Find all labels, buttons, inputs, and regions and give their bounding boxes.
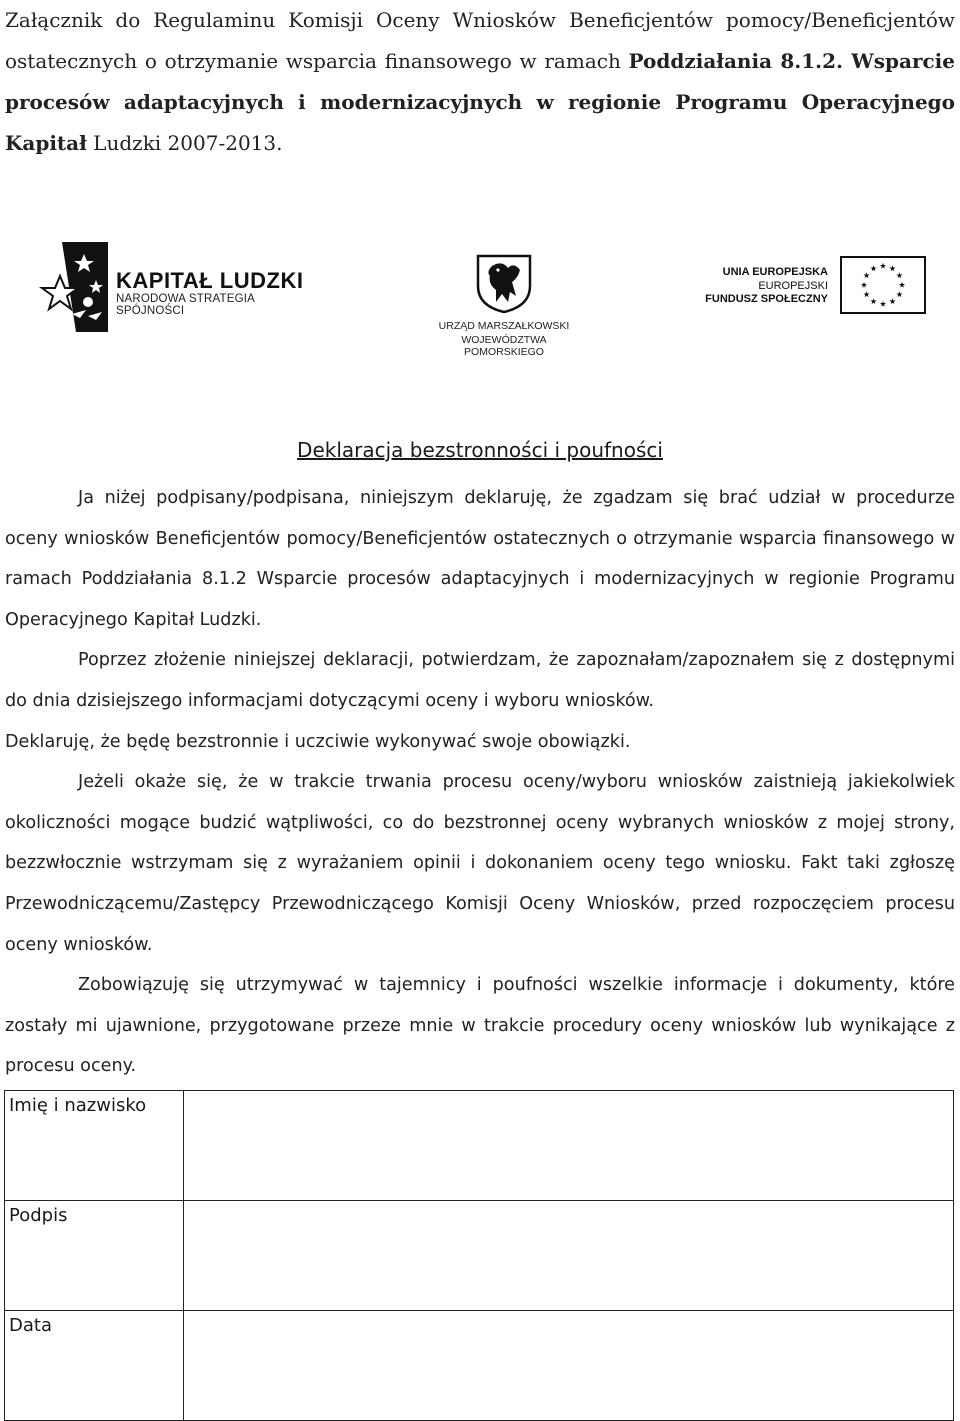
header-part1: Załącznik do Regulaminu Komisji Oceny Wniosków Beneficjentów pomocy/Beneficjentów ostatecznych o otrzymanie wsparcia finansowego w ramach: [5, 8, 955, 73]
document-title: Deklaracja bezstronności i poufności: [297, 438, 663, 462]
name-label: Imię i nazwisko: [5, 1091, 184, 1201]
signature-table: [4, 1090, 954, 1421]
table-row: [5, 1311, 954, 1421]
ue-line1: UNIA EUROPEJSKA: [722, 266, 828, 278]
kapital-ludzki-logo: [36, 240, 326, 340]
header-bold: Poddziałania 8.1.2. Wsparcie procesów adaptacyjnych i modernizacyjnych w regionie Programu Operacyjnego Kapitał: [5, 49, 955, 155]
table-row: [5, 1091, 954, 1201]
paragraph-3: Deklaruję, że będę bezstronnie i uczciwie wykonywać swoje obowiązki.: [5, 731, 631, 752]
kapital-ludzki-subtitle: NARODOWA STRATEGIA SPÓJNOŚCI: [116, 293, 255, 317]
paragraph-2: Poprzez złożenie niniejszej deklaracji, potwierdzam, że zapoznałam/zapoznałem się z dostępnymi do dnia dzisiejszego informacjami dotyczącymi oceny i wyboru wniosków.: [5, 650, 955, 711]
signature-label: Podpis: [5, 1201, 184, 1311]
ue-line3: FUNDUSZ SPOŁECZNY: [705, 293, 828, 305]
eu-flag-icon: [840, 256, 926, 314]
ue-line2: EUROPEJSKI: [758, 280, 828, 292]
pomorskie-griffin-icon: [474, 252, 534, 314]
paragraph-5: Zobowiązuję się utrzymywać w tajemnicy i poufności wszelkie informacje i dokumenty, które zostały mi ujawnione, przygotowane przeze mnie w trakcie procedury oceny wniosków lub wynikające z procesu oceny.: [5, 975, 955, 1077]
urzad-marszalkowski-logo: [424, 252, 584, 358]
date-field[interactable]: [184, 1311, 954, 1421]
header-text: [5, 0, 955, 164]
ue-efs-logo: [705, 254, 926, 319]
declaration-body: [5, 478, 955, 1087]
urzad-line2: WOJEWÓDZTWA POMORSKIEGO: [461, 334, 547, 358]
kapital-ludzki-title: KAPITAŁ LUDZKI: [116, 268, 304, 293]
table-row: [5, 1201, 954, 1311]
header-part2: Ludzki 2007-2013.: [86, 131, 283, 155]
paragraph-1: Ja niżej podpisany/podpisana, niniejszym deklaruję, że zgadzam się brać udział w procedurze oceny wniosków Beneficjentów pomocy/Beneficjentów ostatecznych o otrzymanie wsparcia finansowego w ramach Poddziałania 8.1.2 Wsparcie procesów adaptacyjnych i modernizacyjnych w regionie Programu Operacyjnego Kapitał Ludzki.: [5, 488, 955, 630]
paragraph-4: Jeżeli okaże się, że w trakcie trwania procesu oceny/wyboru wniosków zaistnieją jakiekolwiek okoliczności mogące budzić wątpliwości, co do bezstronnej oceny wybranych wniosków z mojej strony, bezzwłocznie wstrzymam się z wyrażaniem opinii i dokonaniem oceny tego wniosku. Fakt taki zgłoszę Przewodniczącemu/Zastępcy Przewodniczącego Komisji Oceny Wniosków, przed rozpoczęciem procesu oceny wniosków.: [5, 772, 955, 955]
date-label: Data: [5, 1311, 184, 1421]
logo-bar: [36, 240, 926, 358]
name-field[interactable]: [184, 1091, 954, 1201]
kapital-ludzki-star-icon: [36, 240, 108, 332]
urzad-line1: URZĄD MARSZAŁKOWSKI: [438, 320, 570, 332]
signature-field[interactable]: [184, 1201, 954, 1311]
